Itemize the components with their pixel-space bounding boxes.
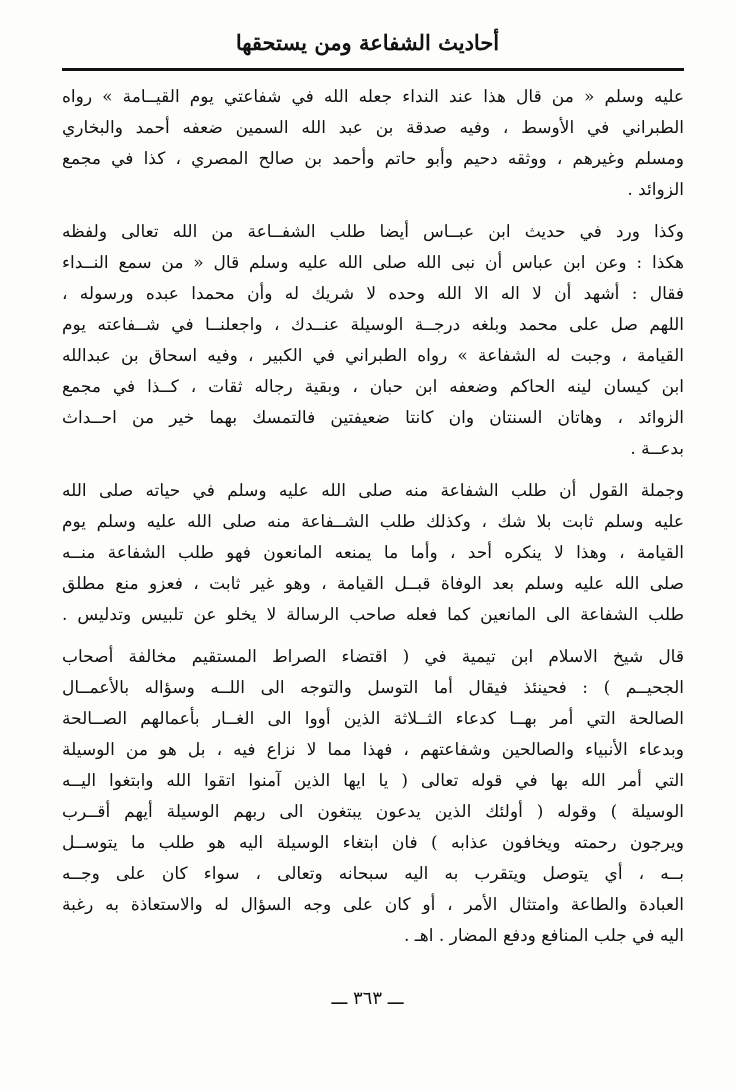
text-line: القيامة ، وجبت له الشفاعة » رواه الطبراني في الكبير ، وفيه اسحاق بن عبدالله [62,346,684,366]
text-line: التي أمر الله بها في قوله تعالى ( يا ايها الذين آمنوا اتقوا الله وابتغوا اليــه [62,771,684,791]
paragraph-spacer [62,206,684,217]
text-line: الصالحة التي أمر بهــا كدعاء الثــلاثة الذين أووا الى الغــار بأعمالهم الصــالحة [62,709,684,729]
text-line: الطبراني في الأوسط ، وفيه صدقة بن عبد الله السمين ضعفه أحمد والبخاري [62,118,684,138]
text-line: الزوائد ، وهاتان السنتان وان كانتا ضعيفتين فالتمسك بهما خير من احــداث [62,408,684,428]
text-line: العبادة والطاعة وامتثال الأمر ، أو كان على وجه السؤال له والاستعاذة به رغبة [62,895,684,915]
text-line: الوسيلة ) وقوله ( أولئك الذين يدعون يبتغون الى ربهم الوسيلة أيهم أقــرب [62,802,684,822]
text-line: هكذا : وعن ابن عباس أن نبى الله صلى الله عليه وسلم قال « من سمع النــداء [62,253,684,273]
page-number: ـــ ٣٦٣ ـــ [331,988,404,1009]
text-line: بــه ، أي يتوصل ويتقرب به اليه سبحانه وتعالى ، سواء كان على وجــه [62,864,684,884]
text-line: عليه وسلم ثابت بلا شك ، وكذلك طلب الشــفاعة منه صلى الله عليه وسلم يوم [62,512,684,532]
paragraph-spacer [62,465,684,476]
text-line: وبدعاء الأنبياء والصالحين وشفاعتهم ، فهذا مما لا نزاع فيه ، بل هو من الوسيلة [62,740,684,760]
page-header-title: أحاديث الشفاعة ومن يستحقها [235,30,500,55]
text-line: طلب الشفاعة الى المانعين كما فعله صاحب الرسالة لا يخلو عن تلبيس وتدليس . [62,605,684,625]
text-line: ويرجون رحمته ويخافون عذابه ) فان ابتغاء الوسيلة اليه هو طلب ما يتوســل [62,833,684,853]
text-line: الزوائد . [627,180,684,200]
paragraph-4 [62,642,684,952]
paragraph-2 [62,217,684,465]
text-line: بدعــة . [630,439,684,459]
text-line: ابن كيسان لينه الحاكم وضعفه ابن حبان ، وبقية رجاله ثقات ، كــذا في مجمع [62,377,684,397]
text-line: اليه في جلب المنافع ودفع المضار . اهـ . [403,926,684,946]
text-line: صلى الله عليه وسلم بعد الوفاة قبــل القيامة ، وهو غير ثابت ، فعزو منع مطلق [62,574,684,594]
paragraph-1 [62,82,684,206]
header-divider [62,68,684,71]
paragraph-3 [62,476,684,631]
text-line: عليه وسلم « من قال هذا عند النداء جعله الله في شفاعتي يوم القيــامة » رواه [62,87,684,107]
text-line: ومسلم وغيرهم ، ووثقه دحيم وأبو حاتم وأحمد بن صالح المصري ، كذا في مجمع [62,149,684,169]
text-line: القيامة ، وهذا لا ينكره أحد ، وأما ما يمنعه المانعون فهو طلب الشفاعة منــه [62,543,684,563]
text-line: فقال : أشهد أن لا اله الا الله وحده لا شريك له وأن محمدا عبده ورسوله ، [62,284,684,304]
text-line: وجملة القول أن طلب الشفاعة منه صلى الله عليه وسلم في حياته صلى الله [62,481,684,501]
text-line: اللهم صل على محمد وبلغه درجــة الوسيلة عنــدك ، واجعلنــا في شــفاعته يوم [62,315,684,335]
text-line: قال شيخ الاسلام ابن تيمية في ( اقتضاء الصراط المستقيم مخالفة أصحاب [62,647,684,667]
page-body [62,82,684,952]
text-line: الجحيــم ) : فحينئذ فيقال أما التوسل والتوجه الى اللــه وسؤاله بالأعمــال [62,678,684,698]
paragraph-spacer [62,631,684,642]
text-line: وكذا ورد في حديث ابن عبــاس أيضا طلب الشفــاعة من الله تعالى ولفظه [62,222,684,242]
